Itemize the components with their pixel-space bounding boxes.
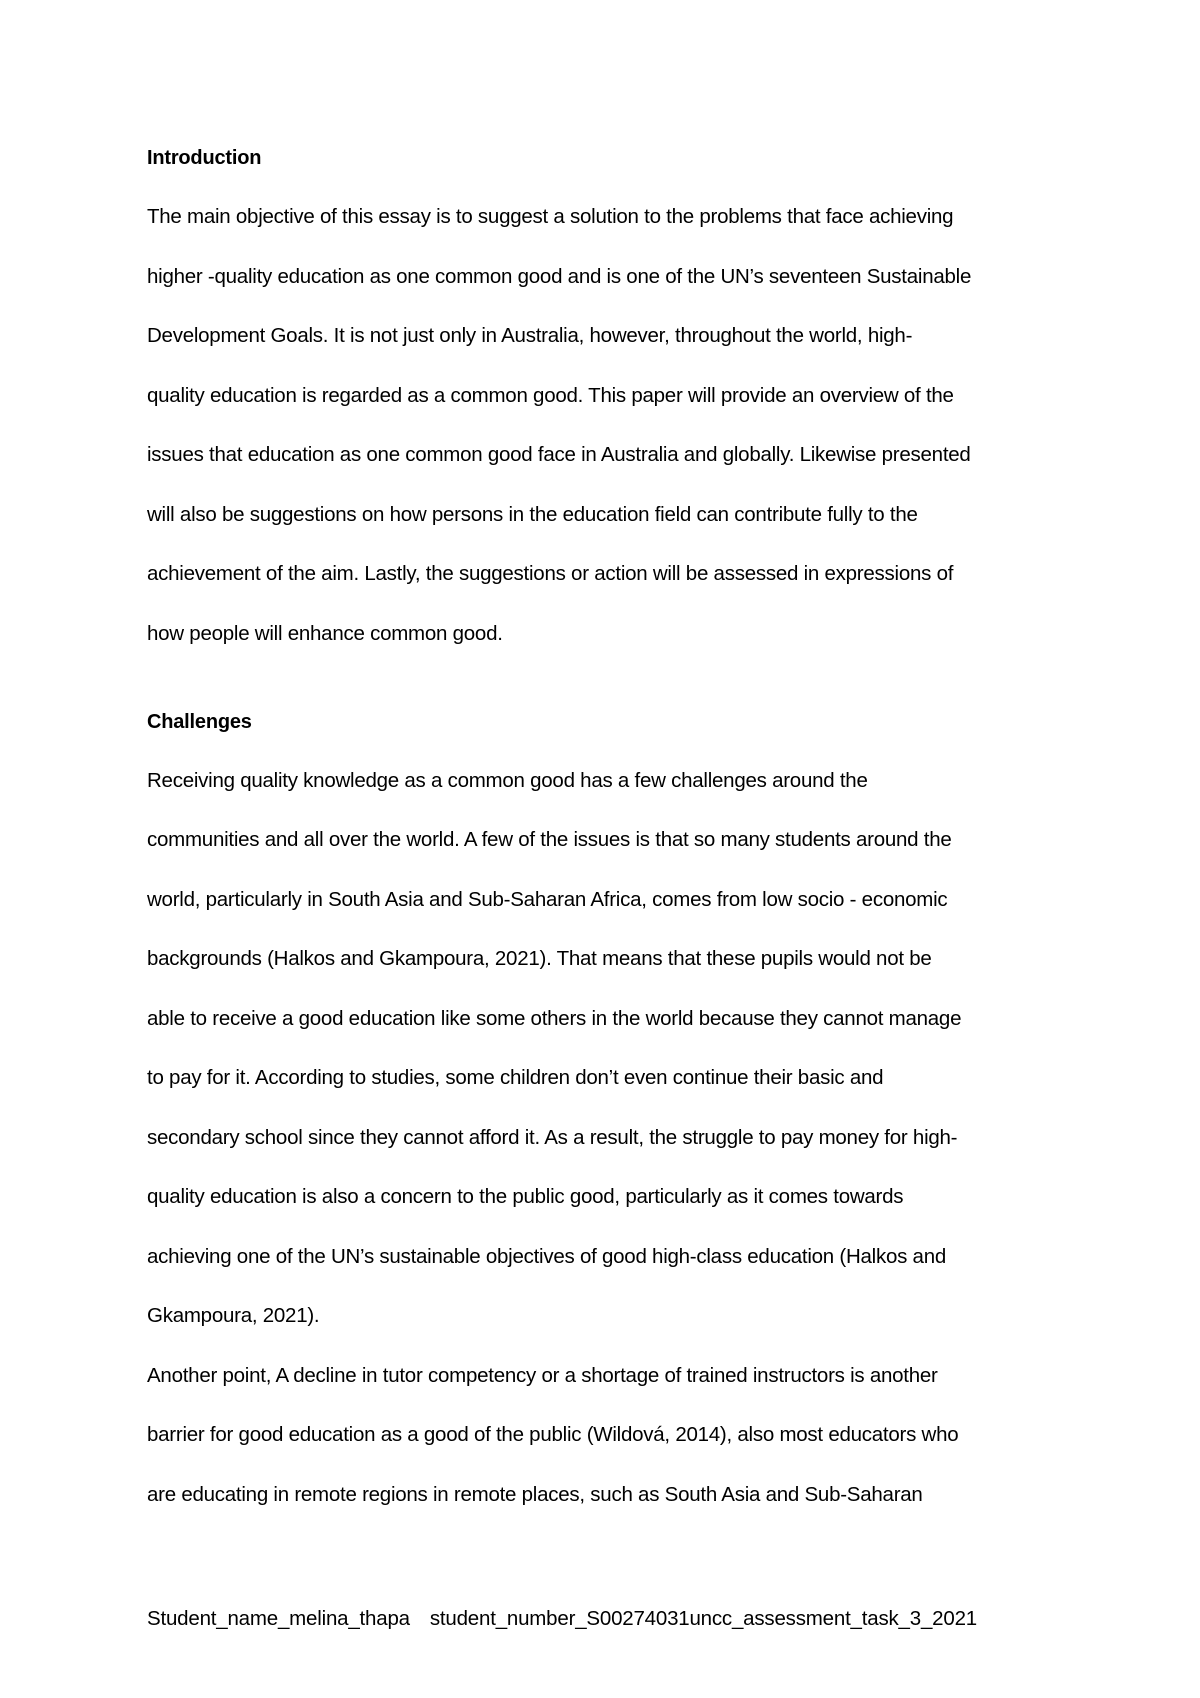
- paragraph-line: achievement of the aim. Lastly, the suggestions or action will be assessed in expressions of: [147, 562, 954, 585]
- paragraph-line: barrier for good education as a good of the public (Wildová, 2014), also most educators who: [147, 1423, 959, 1446]
- paragraph-line: higher -quality education as one common good and is one of the UN’s seventeen Sustainable: [147, 264, 972, 288]
- page-footer: [147, 1605, 1082, 1633]
- section-heading-introduction: Introduction: [147, 147, 262, 169]
- essay-body: [147, 144, 1082, 1509]
- paragraph-line: will also be suggestions on how persons in the education field can contribute fully to the: [147, 502, 918, 526]
- paragraph-line: to pay for it. According to studies, some children don’t even continue their basic and: [147, 1066, 884, 1089]
- footer-student-number: student_number_S00274031uncc_assessment_task_3_2021: [429, 1607, 977, 1630]
- paragraph-line: are educating in remote regions in remote places, such as South Asia and Sub-Saharan: [147, 1482, 923, 1506]
- paragraph-line: quality education is also a concern to the public good, particularly as it comes towards: [147, 1185, 904, 1208]
- paragraph-line: Another point, A decline in tutor competency or a shortage of trained instructors is another: [147, 1363, 938, 1387]
- paragraph-line: world, particularly in South Asia and Sub-Saharan Africa, comes from low socio - economic: [147, 887, 948, 911]
- paragraph-line: able to receive a good education like some others in the world because they cannot manage: [147, 1006, 962, 1030]
- paragraph-line: backgrounds (Halkos and Gkampoura, 2021). That means that these pupils would not be: [147, 947, 932, 970]
- footer-student-name: Student_name_melina_thapa: [147, 1607, 410, 1630]
- paragraph-line: quality education is regarded as a common good. This paper will provide an overview of the: [147, 383, 954, 407]
- paragraph-line: communities and all over the world. A few of the issues is that so many students around the: [147, 828, 952, 851]
- paragraph-line: secondary school since they cannot afford it. As a result, the struggle to pay money for high-: [147, 1125, 958, 1149]
- section-heading-challenges: Challenges: [147, 710, 252, 733]
- paragraph-line: Development Goals. It is not just only in Australia, however, throughout the world, high-: [147, 324, 913, 347]
- paragraph-line: achieving one of the UN’s sustainable objectives of good high-class education (Halkos and: [147, 1244, 947, 1268]
- paragraph-line: Gkampoura, 2021).: [147, 1304, 320, 1327]
- paragraph-line: The main objective of this essay is to suggest a solution to the problems that face achieving: [147, 205, 954, 228]
- paragraph-line: issues that education as one common good face in Australia and globally. Likewise presented: [147, 443, 971, 466]
- paragraph-line: how people will enhance common good.: [147, 621, 503, 645]
- paragraph-line: Receiving quality knowledge as a common good has a few challenges around the: [147, 768, 868, 792]
